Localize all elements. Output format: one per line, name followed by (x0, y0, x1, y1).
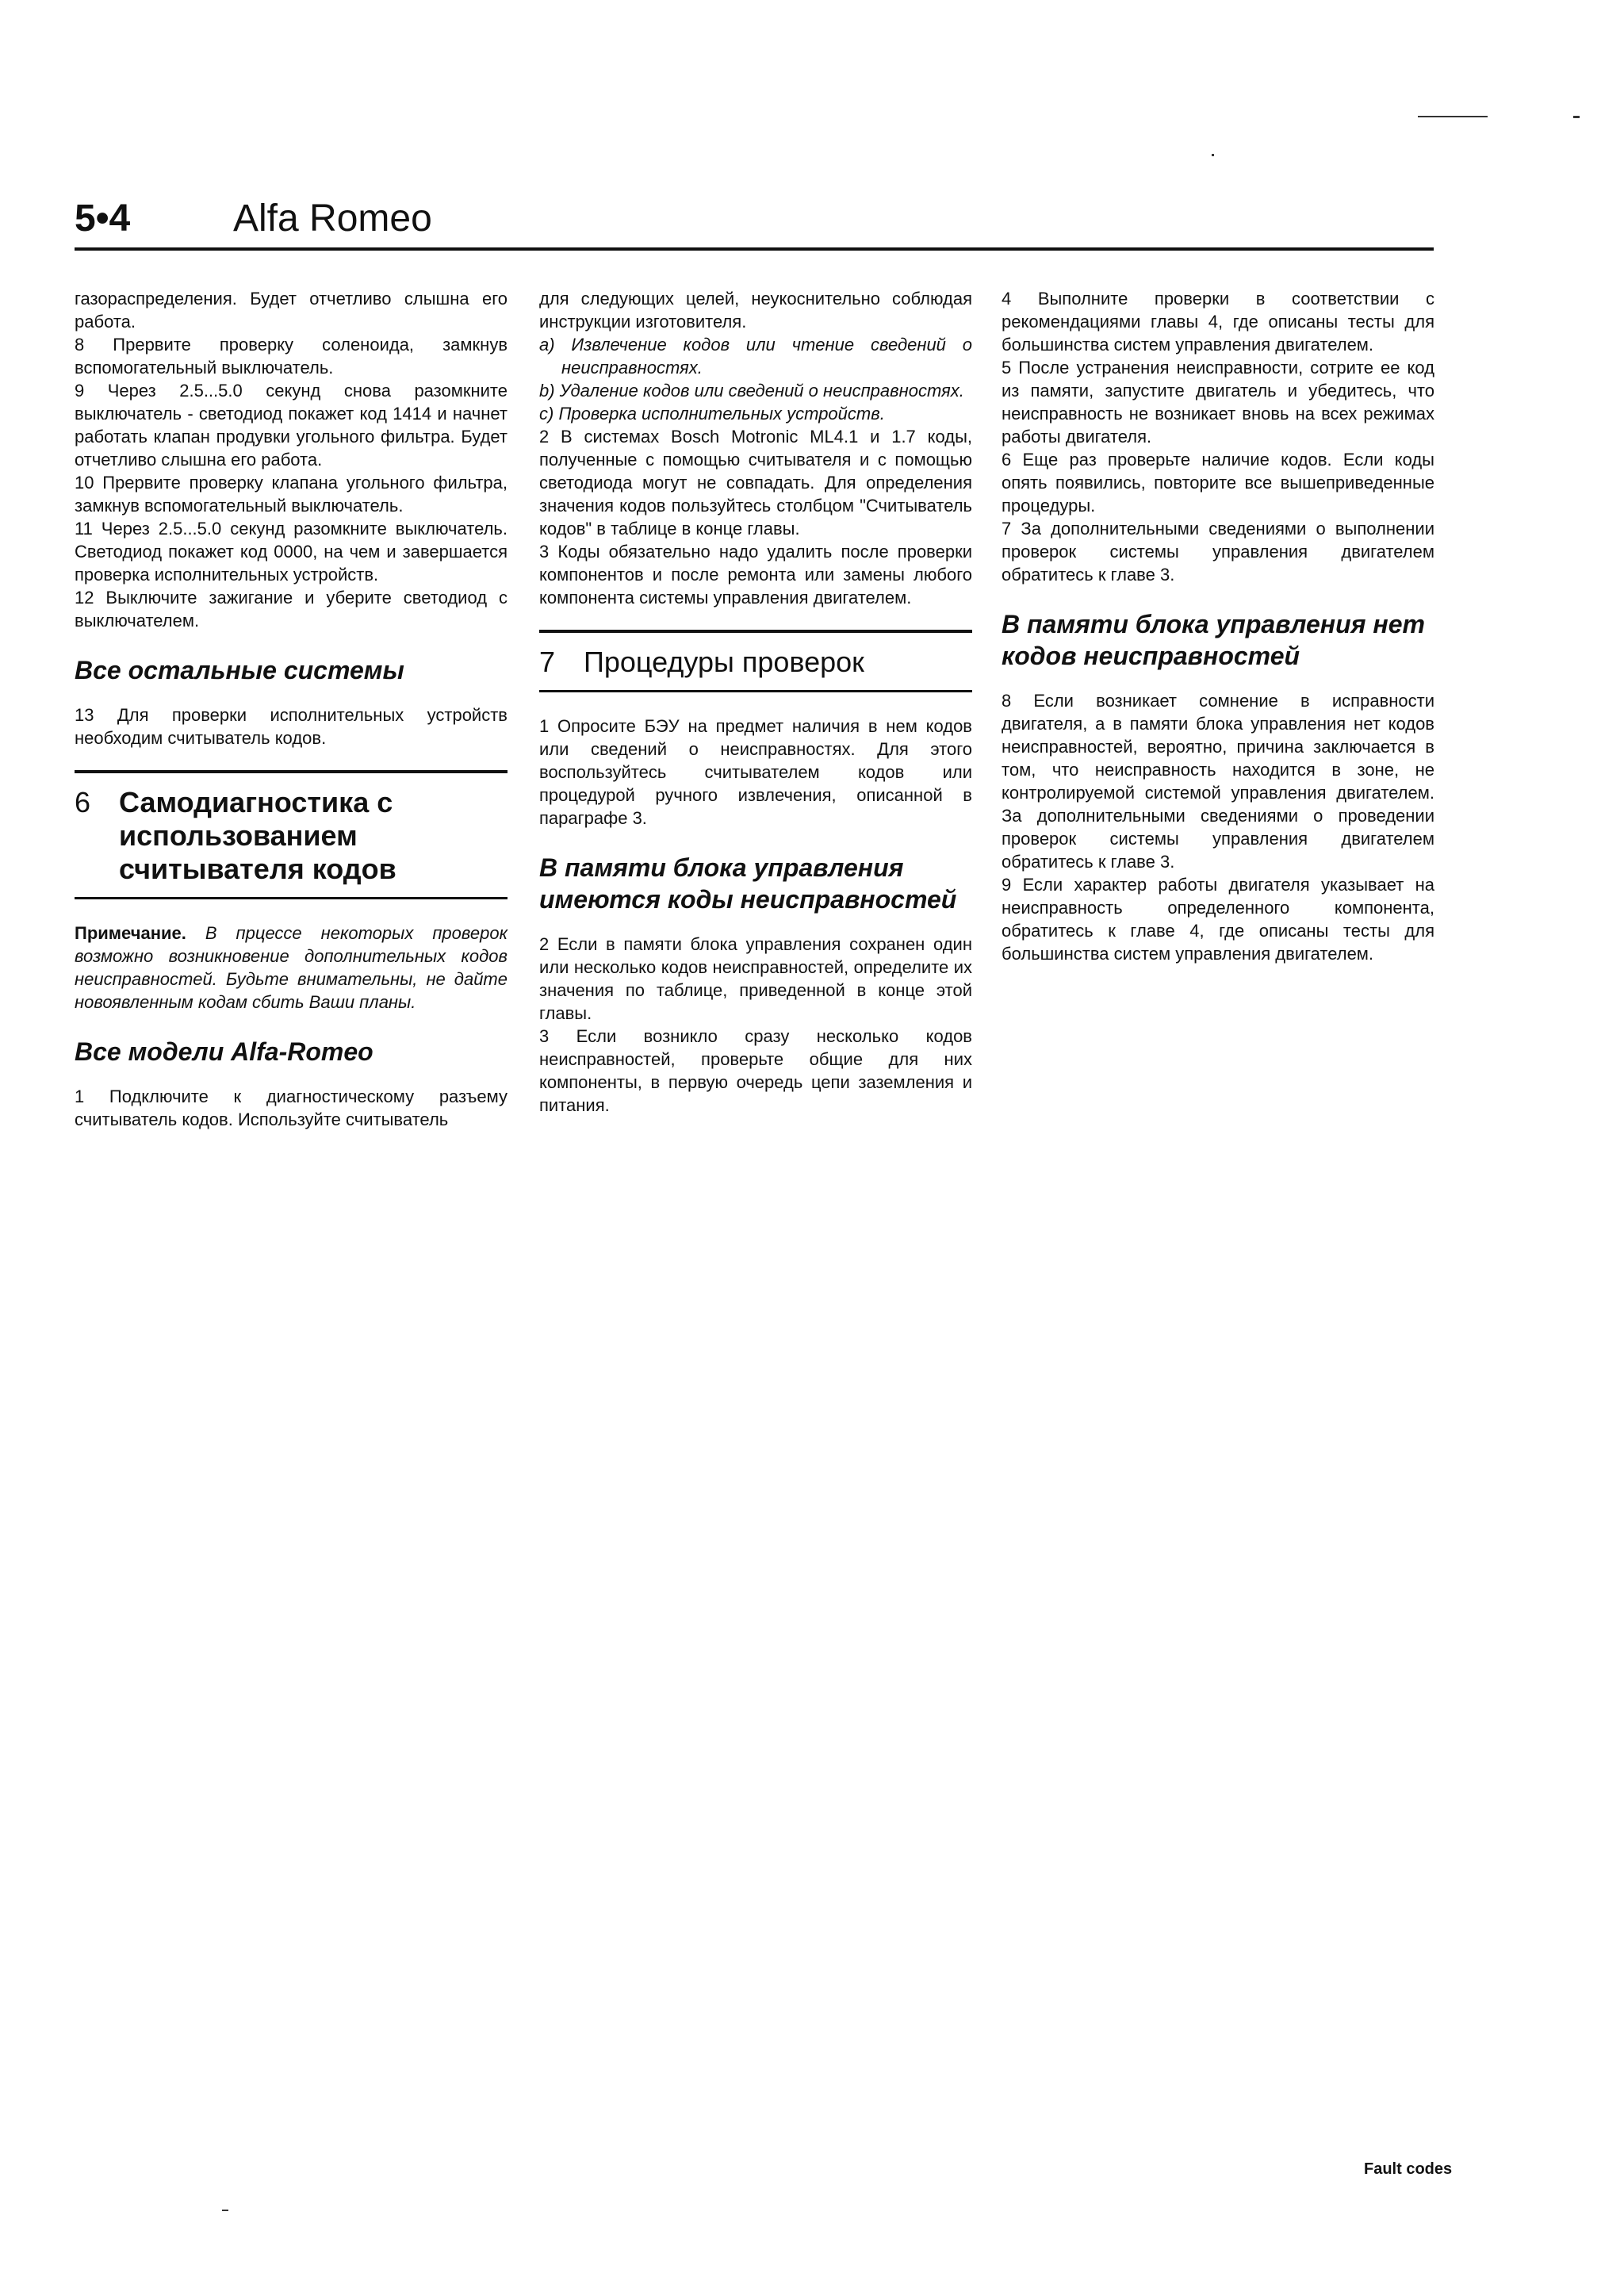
section-7-heading (539, 633, 972, 690)
list-item: b) Удаление кодов или сведений о неисправностях. (539, 381, 964, 401)
subheading-codes-present: В памяти блока управления имеются коды неисправностей (539, 853, 957, 914)
paragraph: 3 Если возникло сразу несколько кодов неисправностей, проверьте общие для них компоненты, в первую очередь цепи заземления и питания. (539, 1026, 972, 1115)
scan-dot (1212, 154, 1214, 156)
paragraph: 7 За дополнительными сведениями о выполнении проверок системы управления двигателем обратитесь к главе 3. (1002, 519, 1434, 585)
footer-label: Fault codes (1364, 2160, 1453, 2178)
section-number: 7 (539, 646, 556, 678)
header-rule (75, 247, 1434, 251)
section-title: Самодиагностика с использованием считывателя кодов (119, 786, 396, 885)
scan-mark-top-right (1418, 116, 1488, 117)
paragraph: 1 Подключите к диагностическому разъему считыватель кодов. Используйте считыватель (75, 1087, 508, 1129)
paragraph: 13 Для проверки исполнительных устройств необходим считыватель кодов. (75, 705, 508, 748)
note-text: В прцессе некоторых проверок возможно возникновение дополнительных кодов неисправностей. Будьте внимательны, не дайте новоявленным кодам сбить Ваши планы. (75, 923, 508, 1012)
paragraph: 9 Если характер работы двигателя указывает на неисправность определенного компонента, обратитесь к главе 4, где описаны тесты для большинства систем управления двигателем. (1002, 875, 1434, 964)
section-rule-bottom (539, 690, 972, 692)
paragraph: 5 После устранения неисправности, сотрите ее код из памяти, запустите двигатель и убедитесь, что неисправность не возникает вновь на всех режимах работы двигателя. (1002, 358, 1434, 447)
list-item: c) Проверка исполнительных устройств. (539, 404, 885, 424)
note-paragraph (75, 922, 508, 1014)
column-3 (1002, 287, 1434, 965)
scan-mark-bottom-left (222, 2210, 228, 2211)
section-rule-bottom (75, 897, 508, 899)
section-title: Процедуры проверок (584, 646, 864, 678)
section-6-heading (75, 773, 508, 897)
column-2 (539, 287, 972, 1117)
paragraph: 1 Опросите БЭУ на предмет наличия в нем кодов или сведений о неисправностях. Для этого воспользуйтесь считывателем кодов или процедурой ручного извлечения, описанной в параграфе 3. (539, 716, 972, 828)
paragraph: 11 Через 2.5...5.0 секунд разомкните выключатель. Светодиод покажет код 0000, на чем и завершается проверка исполнительных устройств. (75, 519, 508, 585)
note-label: Примечание. (75, 923, 186, 943)
page-number: 5•4 (75, 197, 131, 240)
paragraph: газораспределения. Будет отчетливо слышна его работа. (75, 289, 508, 332)
running-header (75, 197, 1434, 252)
paragraph: 2 В системах Bosch Motronic ML4.1 и 1.7 коды, полученные с помощью считывателя и с помощью светодиода могут не совпадать. Для определения значения кодов пользуйтесь столбцом "Считыватель кодов" в таблице в конце главы. (539, 427, 972, 539)
section-number: 6 (75, 786, 91, 818)
paragraph: 10 Прервите проверку клапана угольного фильтра, замкнув вспомогательный выключатель. (75, 473, 508, 516)
subheading-other-systems: Все остальные системы (75, 656, 404, 684)
paragraph: для следующих целей, неукоснительно соблюдая инструкции изготовителя. (539, 289, 972, 332)
paragraph: 9 Через 2.5...5.0 секунд снова разомкните выключатель - светодиод покажет код 1414 и начнет работать клапан продувки угольного фильтра. Будет отчетливо слышна его работа. (75, 381, 508, 470)
scan-mark-dash (1573, 116, 1580, 118)
brand-title: Alfa Romeo (233, 197, 432, 240)
subheading-all-models: Все модели Alfa-Romeo (75, 1037, 373, 1066)
list-item: a) Извлечение кодов или чтение сведений о неисправностях. (539, 335, 972, 378)
paragraph: 12 Выключите зажигание и уберите светодиод с выключателем. (75, 588, 508, 631)
paragraph: 8 Если возникает сомнение в исправности двигателя, а в памяти блока управления нет кодов неисправностей, вероятно, причина заключается в том, что неисправность находится в зоне, не контролируемой системой управления двигателем. За дополнительными сведениями о проведении проверок системы управления двигателем обратитесь к главе 3. (1002, 691, 1434, 872)
paragraph: 2 Если в памяти блока управления сохранен один или несколько кодов неисправностей, определите их значения по таблице, приведенной в конце этой главы. (539, 934, 972, 1023)
paragraph: 6 Еще раз проверьте наличие кодов. Если коды опять появились, повторите все вышеприведенные процедуры. (1002, 450, 1434, 516)
subheading-no-codes: В памяти блока управления нет кодов неисправностей (1002, 610, 1425, 670)
column-1 (75, 287, 508, 1131)
paragraph: 4 Выполните проверки в соответствии с рекомендациями главы 4, где описаны тесты для большинства систем управления двигателем. (1002, 289, 1434, 355)
paragraph: 8 Прервите проверку соленоида, замкнув вспомогательный выключатель. (75, 335, 508, 378)
paragraph: 3 Коды обязательно надо удалить после проверки компонентов и после ремонта или замены любого компонента системы управления двигателем. (539, 542, 972, 608)
